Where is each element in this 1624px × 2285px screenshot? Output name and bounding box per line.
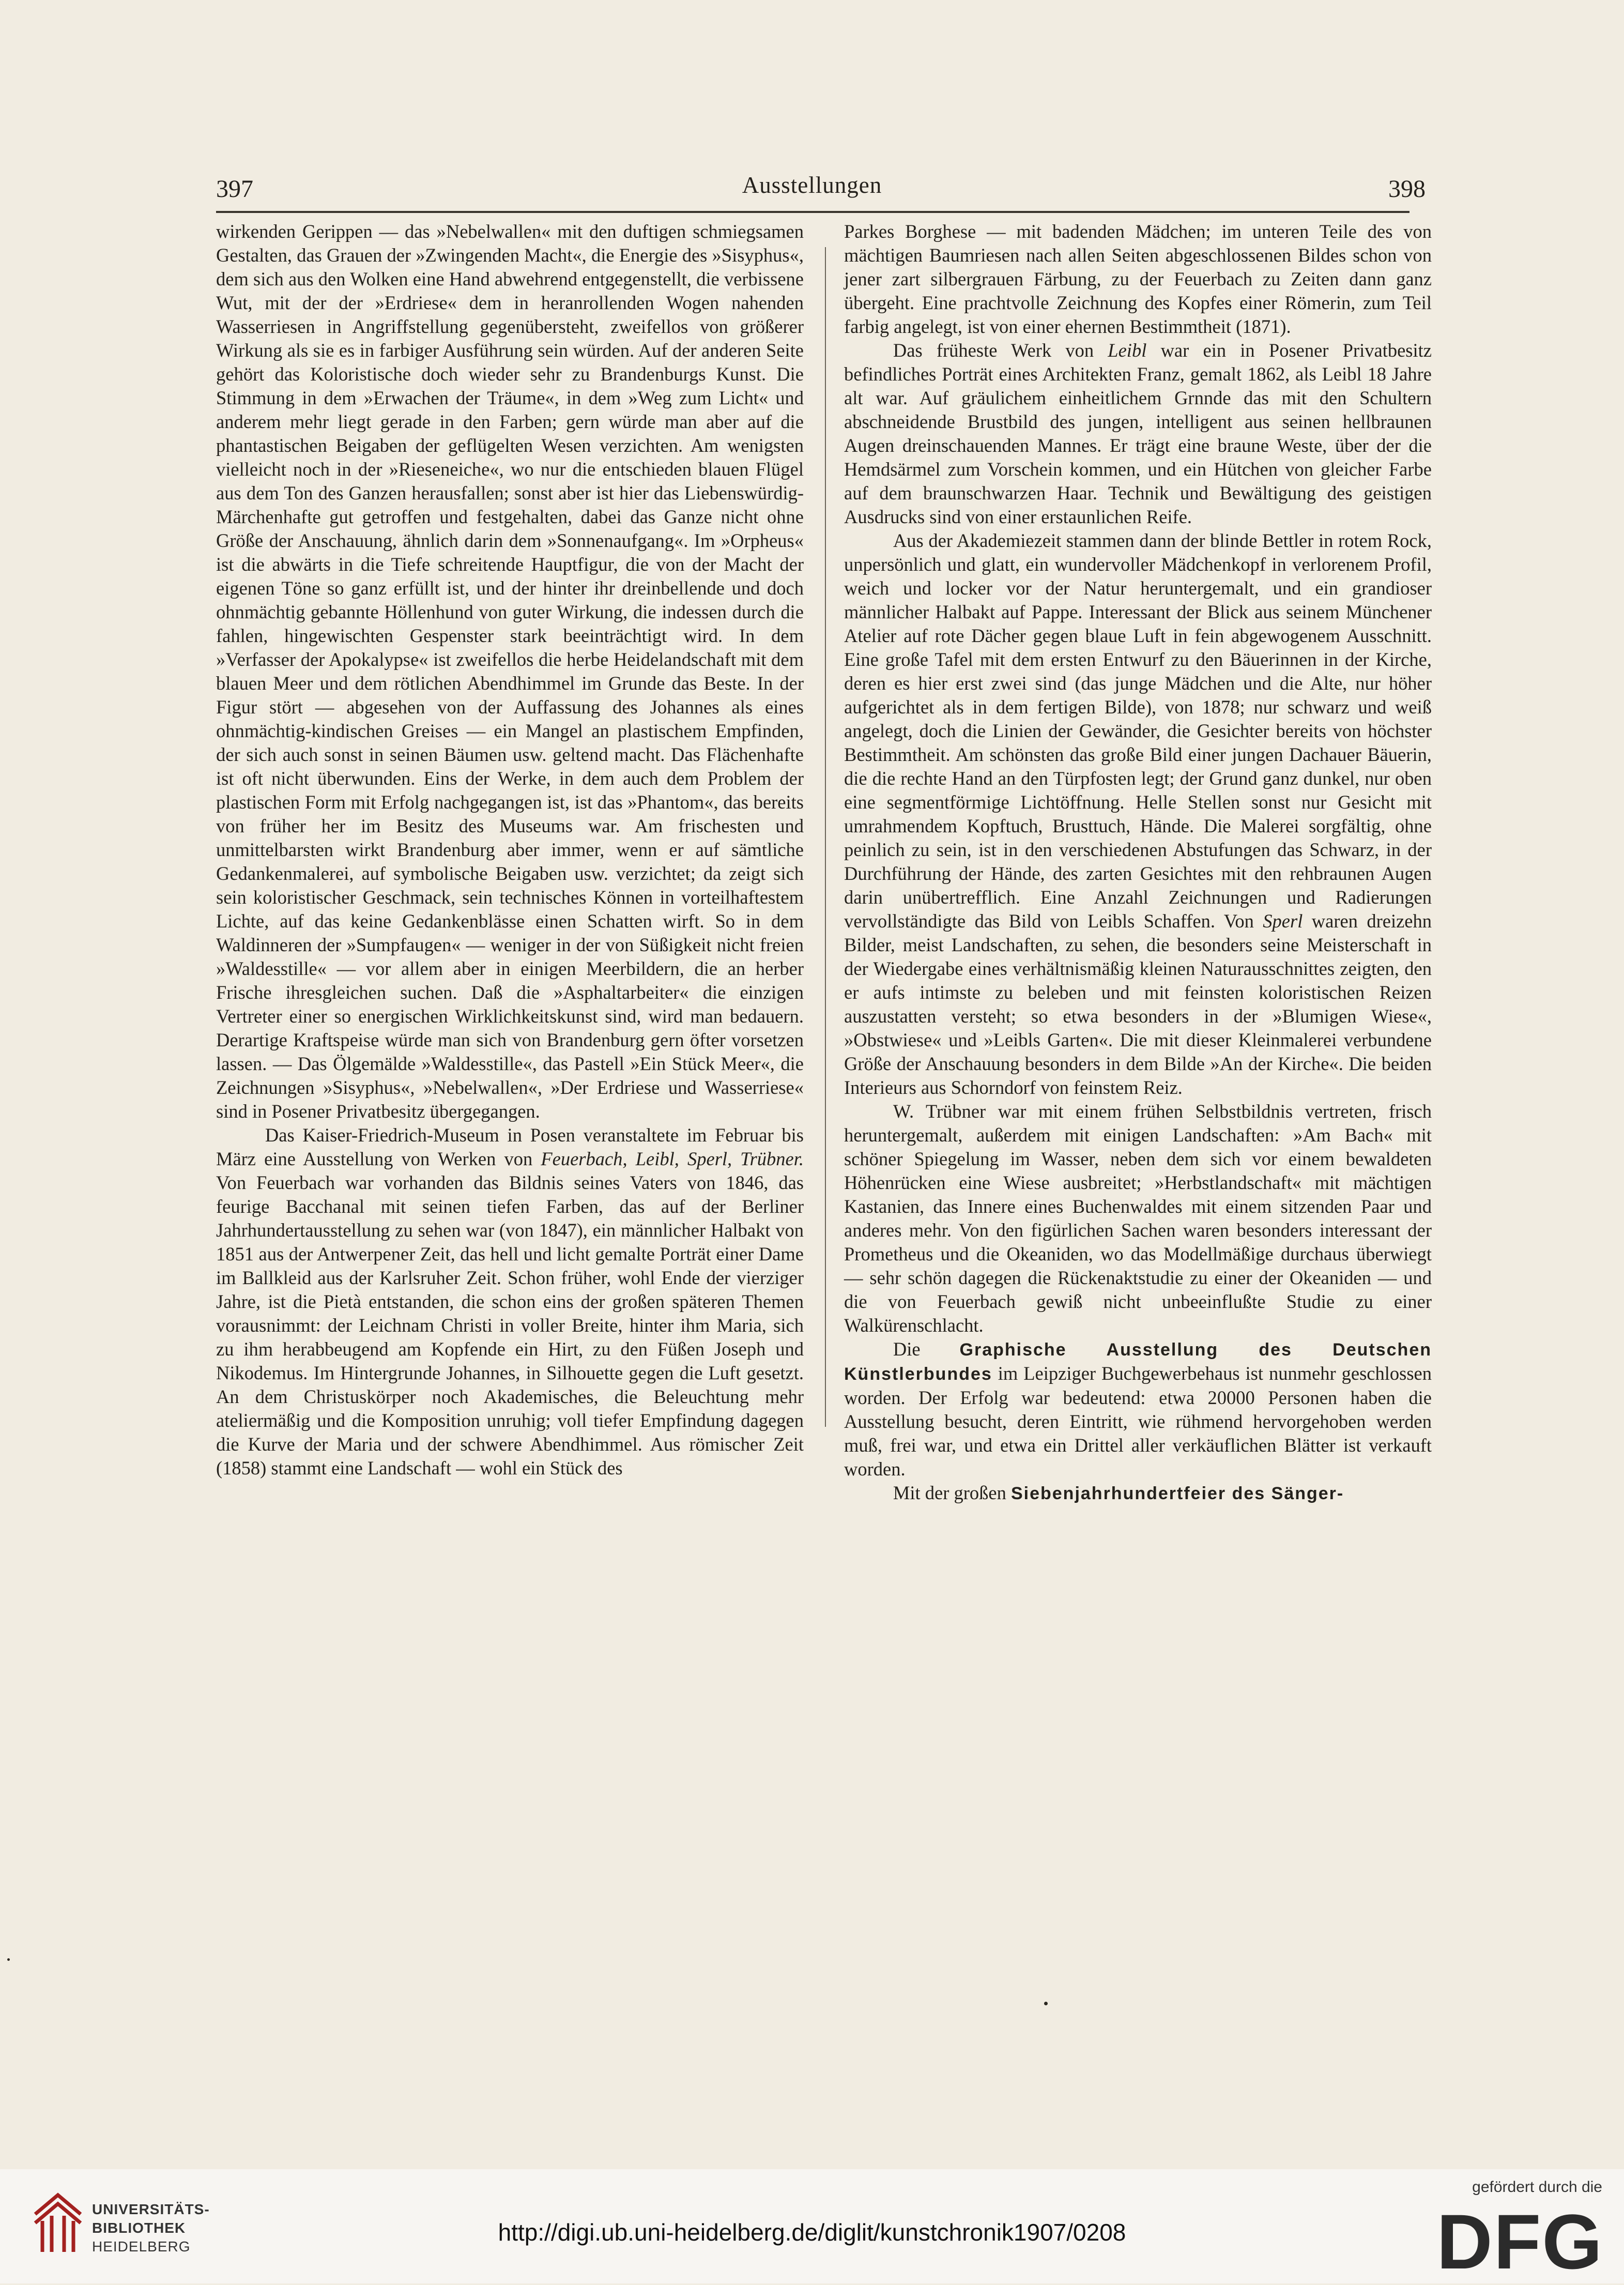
artist-name: Sperl: [1263, 910, 1303, 932]
speck: [1044, 2002, 1048, 2005]
text-run: Von Feuerbach war vorhanden das Bildnis seines Vaters von 1846, das feurige Bacchanal mit seinen tiefen Farben, das auf der Berliner Jahrhundertausstellung zu sehen war (von 1847), ein männlicher Halbakt von 1851 aus der Antwerpener Zeit, das hell und licht gemalte Porträt einer Dame im Ballkleid aus der Karlsruher Zeit. Schon früher, wohl Ende der vierziger Jahre, ist die Pietà entstanden, die schon eins der großen späteren Themen vorausnimmt: der Leichnam Christi in voller Breite, hinter ihm Maria, sich zu ihm herabbeugend am Kopfende ein Hirt, zu den Füßen Joseph und Nikodemus. Im Hintergrunde Johannes, in Silhouette gegen die Luft gesetzt. An dem Christuskörper noch Akademisches, die Beleuchtung mehr ateliermäßig und die Komposition unruhig; voll tiefer Empfindung dagegen die Kurve der Maria und der schwere Abendhimmel. Aus römischer Zeit (1858) stammt eine Landschaft — wohl ein Stück des: [216, 1172, 804, 1479]
paragraph: [844, 1337, 1432, 1481]
text-run: im Leipziger Buchgewerbehaus ist nunmehr geschlossen worden. Der Erfolg war bedeutend: etwa 20000 Personen haben die Ausstellung besucht, deren Eintritt, wie rühmend hervorgehoben werden muß, frei war, und etwa ein Drittel aller verkäuflichen Blätter ist verkauft worden.: [844, 1363, 1432, 1480]
library-line: BIBLIOTHEK: [92, 2220, 186, 2236]
digitization-footer: [0, 2169, 1624, 2283]
left-column: [216, 220, 804, 1480]
paragraph: wirkenden Gerippen — das »Nebelwallen« mit den duftigen schmiegsamen Gestalten, das Grauen der »Zwingenden Macht«, die Energie des »Sisyphus«, dem sich aus den Wolken eine Hand abwehrend entgegenstellt, die verbissene Wut, mit der der »Erdriese« dem in heranrollenden Wogen nahenden Wasserriesen in Angriffstellung gegenübersteht, zweifellos von größerer Wirkung als sie es in farbiger Ausführung sein würden. Auf der anderen Seite gehört das Koloristische doch wieder sehr zu Brandenburgs Kunst. Die Stimmung in dem »Erwachen der Träume«, in dem »Weg zum Licht« und anderem mehr liegt gerade in den Farben; gern würde man aber auf die phantastischen Beigaben der geflügelten Wesen verzichten. Am wenigsten vielleicht noch in der »Rieseneiche«, wo nur die entschieden blauen Flügel aus dem Ton des Ganzen herausfallen; sonst aber ist hier das Liebenswürdig-Märchenhafte gut getroffen und festgehalten, dabei das Ganze nicht ohne Größe der Anschauung, ähnlich darin dem »Sonnenaufgang«. Im »Orpheus« ist die abwärts in die Tiefe schreitende Hauptfigur, die von der Macht der eigenen Töne so ganz erfüllt ist, und der hinter ihr dreinbellende und doch ohnmächtig gebannte Höllenhund von guter Wirkung, die indessen durch die fahlen, hingewischten Gespenster stark beeinträchtigt wird. In dem »Verfasser der Apokalypse« ist zweifellos die herbe Heidelandschaft mit dem blauen Meer und dem rötlichen Abendhimmel im Grunde das Beste. In der Figur stört — abgesehen von der Auffassung des Johannes als eines ohnmächtig-kindischen Greises — ein Mangel an plastischem Empfinden, der sich auch sonst in seinen Bäumen usw. geltend macht. Das Flächenhafte ist oft nicht überwunden. Eins der Werke, in dem auch dem Problem der plastischen Form mit Erfolg nachgegangen ist, ist das »Phantom«, das bereits von früher her im Besitz des Museums war. Am frischesten und unmittelbarsten wirkt Brandenburg aber immer, wenn er auf sämtliche Gedankenmalerei, auf symbolische Beigaben usw. verzichtet; da zeigt sich sein koloristischer Geschmack, sein technisches Können in vorteilhaftestem Lichte, auf das keine Gedankenblässe einen Schatten wirft. So in dem Waldinneren der »Sumpfaugen« — weniger in der von Süßigkeit nicht freien »Waldesstille« — vor allem aber in einigen Meerbildern, die an herber Frische ihresgleichen suchen. Daß die »Asphaltarbeiter« die einzigen Vertreter einer so energischen Wirklichkeitskunst sind, wird man bedauern. Derartige Kraftspeise würde man sich von Brandenburg gern öfter vorsetzen lassen. — Das Ölgemälde »Waldesstille«, das Pastell »Ein Stück Meer«, die Zeichnungen »Sisyphus«, »Nebelwallen«, »Der Erdriese und Wasserriese« sind in Posener Privatbesitz übergegangen.: [216, 221, 804, 1122]
right-column: [844, 220, 1432, 1505]
artist-name: Leibl: [1108, 340, 1147, 361]
text-run: Das Kaiser-Friedrich-Museum in Posen veranstaltete im Februar bis März eine Ausstellung von Werken von: [216, 1124, 804, 1169]
text-run: Die: [893, 1338, 921, 1360]
speck: [7, 1958, 10, 1961]
header-rule: [216, 211, 1409, 213]
column-divider: [825, 247, 826, 1427]
page-number-left: 397: [216, 175, 253, 203]
text-run: Aus der Akademiezeit stammen dann der blinde Bettler in rotem Rock, unpersönlich und glatt, ein wundervoller Mädchenkopf in verlorenem Profil, weich und locker vor der Natur heruntergemalt, und ein grandioser männlicher Halbakt auf Pappe. Interessant der Blick aus seinem Münchener Atelier auf rote Dächer gegen blaue Luft in fein abgewogenem Ausschnitt. Eine große Tafel mit dem ersten Entwurf zu den Bäuerinnen in der Kirche, deren es hier erst zwei sind (das junge Mädchen und die Alte, nur höher aufgerichtet als in dem fertigen Bilde), von 1878; nur schwarz und weiß angelegt, doch die Linien der Gewänder, die Gesichter bereits von höchster Bestimmtheit. Am schönsten das große Bild einer jungen Dachauer Bäuerin, die die rechte Hand an den Türpfosten legt; der Grund ganz dunkel, nur oben eine segmentförmige Lichtöffnung. Helle Stellen sonst nur Gesicht mit umrahmendem Kopftuch, Brusttuch, Hände. Die Malerei sorgfältig, ohne peinlich zu sein, ist in den verschiedenen Abstufungen das Schwarz, in der Durchführung der Hände, des zarten Gesichtes mit den rehbraunen Augen darin unübertrefflich. Eine Anzahl Zeichnungen und Radierungen vervollständigte das Bild von Leibls Schaffen. Von: [844, 530, 1432, 932]
text-run: Das früheste Werk von: [893, 340, 1094, 361]
running-title: Ausstellungen: [742, 172, 882, 198]
funding-note: gefördert durch die: [1472, 2179, 1602, 2196]
page-number-right: 398: [1388, 175, 1426, 203]
paragraph: [844, 1481, 1432, 1505]
artist-names: Feuerbach, Leibl, Sperl, Trübner.: [541, 1148, 804, 1169]
library-line: HEIDELBERG: [92, 2238, 191, 2254]
page-header: [0, 0, 1624, 217]
paragraph: Parkes Borghese — mit badenden Mädchen; im unteren Teile des von mächtigen Baumriesen nach allen Seiten abgeschlossenen Bildes schon von jener zart silbergrauen Färbung, zu der Feuerbach zu Zeiten dann ganz übergeht. Eine prachtvolle Zeichnung des Kopfes einer Römerin, zum Teil farbig angelegt, ist von einer ehernen Bestimmtheit (1871).: [844, 221, 1432, 337]
library-line: UNIVERSITÄTS-: [92, 2201, 210, 2217]
dfg-logo[interactable]: DFG: [1436, 2198, 1603, 2285]
paragraph: [844, 339, 1432, 529]
exhibition-name: Graphische Ausstellung des Deutschen Künstlerbundes: [844, 1340, 1432, 1384]
text-run: Mit der großen: [893, 1482, 1006, 1503]
source-url-link[interactable]: http://digi.ub.uni-heidelberg.de/diglit/kunstchronik1907/0208: [498, 2219, 1126, 2246]
paragraph: W. Trübner war mit einem frühen Selbstbildnis vertreten, frisch heruntergemalt, außerdem mit einigen Landschaften: »Am Bach« mit schöner Spiegelung im Wasser, neben dem sich vor einem bewaldeten Höhenrücken eine Wiese ausbreitet; »Herbstlandschaft« mit mächtigen Kastanien, das Innere eines Buchenwaldes mit einem sitzenden Paar und anderes mehr. Von den figürlichen Sachen waren besonders interessant der Prometheus und die Okeaniden, wo das Modellmäßige durchaus überwiegt — sehr schön dagegen die Rückenaktstudie zu einer der Okeaniden — und die von Feuerbach gewiß nicht unbeeinflußte Studie zu einer Walkürenschlacht.: [844, 1101, 1432, 1336]
text-run: war ein in Posener Privatbesitz befindliches Porträt eines Architekten Franz, gemalt 1862, als Leibl 18 Jahre alt war. Auf gräulichem einheitlichem Grnnde das mit den Schultern abschneidende Brustbild des jungen, intelligent aus seinen hellbraunen Augen dreinschauenden Mannes. Er trägt eine braune Weste, über der die Hemdsärmel zum Vorschein kommen, und ein Hütchen von gleicher Farbe auf dem braunschwarzen Haar. Technik und Bewältigung des geistigen Ausdrucks sind von einer erstaunlichen Reife.: [844, 340, 1432, 527]
paragraph: [216, 1123, 804, 1480]
event-name: Siebenjahrhundertfeier des Sänger-: [1010, 1484, 1344, 1503]
text-run: waren dreizehn Bilder, meist Landschaften, zu sehen, die besonders seine Meisterschaft in der Wiedergabe eines verhältnismäßig kleinen Naturausschnittes zeigten, den er aufs intimste zu beleben und mit feinsten koloristischen Reizen auszustatten versteht; so etwa besonders in der »Blumigen Wiese«, »Obstwiese« und »Leibls Garten«. Die mit dieser Kleinmalerei verbundene Größe der Anschauung besonders in dem Bilde »An der Kirche«. Die beiden Interieurs aus Schorndorf von feinstem Reiz.: [844, 910, 1432, 1098]
paragraph: [844, 529, 1432, 1100]
